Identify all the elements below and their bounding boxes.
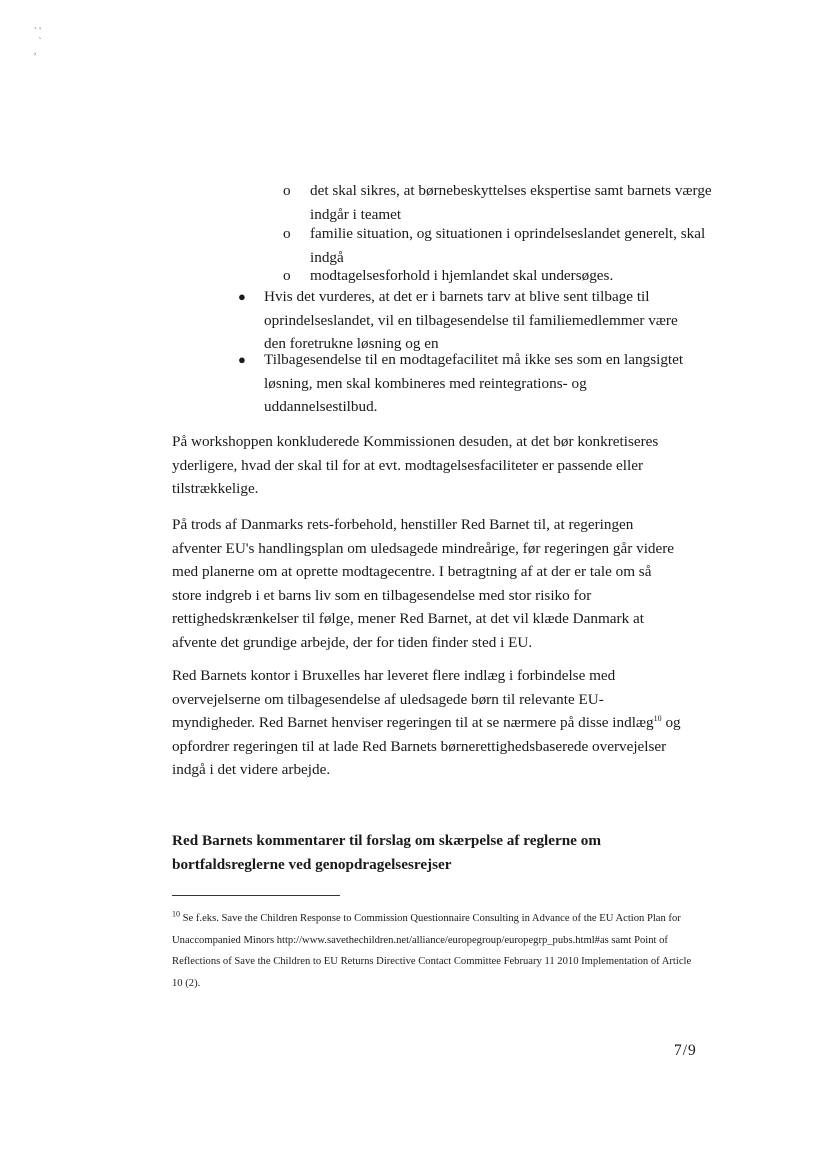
sub-list-item: o modtagelsesforhold i hjemlandet skal undersøges. <box>283 264 713 288</box>
bullet-dot-icon: ● <box>238 289 246 304</box>
scan-specks: ` ' ` , <box>34 26 42 56</box>
paragraph-workshop: På workshoppen konkluderede Kommissionen desuden, at det bør konkretiseres yderligere, hvad der skal til for at evt. modtagelsesfaciliteter er passende eller tilstrækkelige. <box>172 433 659 497</box>
footnote-number: 10 <box>172 909 180 919</box>
circle-bullet-icon: o <box>283 182 291 199</box>
bullet-dot-icon: ● <box>238 352 246 367</box>
circle-bullet-icon: o <box>283 225 291 242</box>
page-number: 7/9 <box>674 1042 697 1059</box>
sub-list-item: o familie situation, og situationen i oprindelseslandet generelt, skal indgå <box>283 222 713 270</box>
paragraph-brussels-office: Red Barnets kontor i Bruxelles har leveret flere indlæg i forbindelse med overvejelserne om tilbagesendelse af uledsagede børn til relevante EU-myndigheder. Red Barnet henviser regeringen til at se nærmere på disse indlæg$^{10}$ og opfordrer regeringen til at lade Red Barnets børnerettighedsbaserede overvejelser indgå i det videre arbejde. <box>172 667 681 778</box>
footnote: $^{10}$ Se f.eks. Save the Children Response to Commission Questionnaire Consulting in Advance of the EU Action Plan for Unaccompanied Minors http://www.savethechildren.net/alliance/europegroup/europegrp_pubs.html#as samt Point of Reflections of Save the Children to EU Returns Directive Contact Committee February 11 2010 Implementation of Article 10 (2). <box>172 909 692 989</box>
footnote-divider <box>172 895 340 896</box>
paragraph-recommendation: På trods af Danmarks rets-forbehold, henstiller Red Barnet til, at regeringen afventer EU's handlingsplan om uledsagede mindreårige, før regeringen går videre med planerne om at oprette modtagecentre. I betragtning af at der er tale om så store indgreb i et barns liv som en tilbagesendelse med stor risiko for rettighedskrænkelser til følge, mener Red Barnet, at det vil klæde Danmark at afvente det grundige arbejde, der for tiden finder sted i EU. <box>172 516 675 651</box>
bullet-list-item: ● Tilbagesendelse til en modtagefacilitet må ikke ses som en langsigtet løsning, men skal kombineres med reintegrations- og uddannelsestilbud. <box>238 348 688 419</box>
section-heading: Red Barnets kommentarer til forslag om skærpelse af reglerne om bortfaldsreglerne ved genopdragelsesrejser <box>172 832 601 873</box>
footnote-reference[interactable]: 10 <box>653 713 662 723</box>
bullet-list-item: ● Hvis det vurderes, at det er i barnets tarv at blive sent tilbage til oprindelseslandet, vil en tilbagesendelse til familiemedlemmer være den foretrukne løsning og en <box>238 285 688 356</box>
circle-bullet-icon: o <box>283 267 291 284</box>
sub-list-item: o det skal sikres, at børnebeskyttelses ekspertise samt barnets værge indgår i teamet <box>283 179 713 227</box>
